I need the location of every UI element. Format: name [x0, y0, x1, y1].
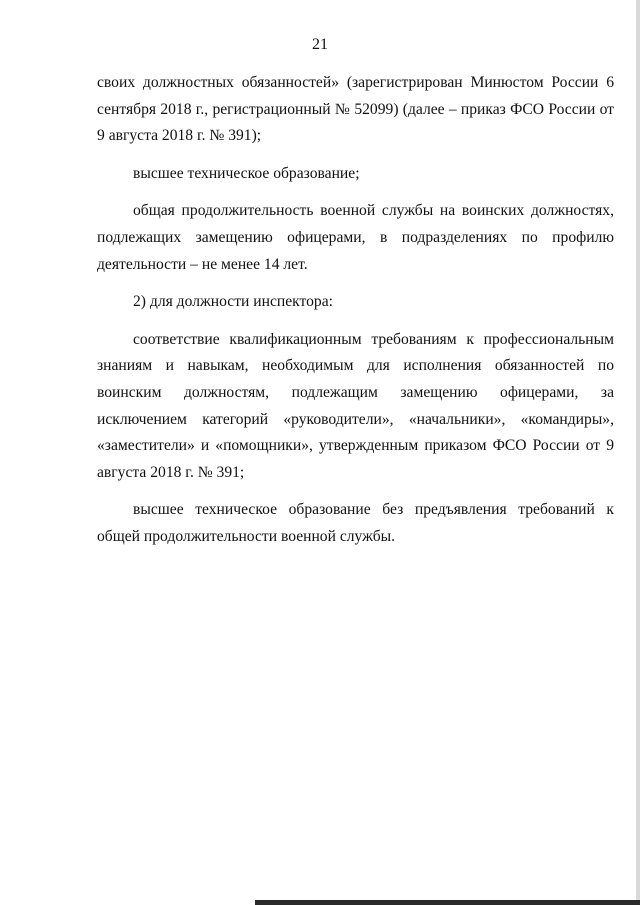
paragraph-continuation: своих должностных обязанностей» (зарегистрирован Минюстом России 6 сентября 2018 г., регистрационный № 52099) (далее – приказ ФСО России от 9 августа 2018 г. № 391);	[97, 74, 614, 145]
document-body	[97, 70, 614, 562]
paragraph-education-requirement: высшее техническое образование;	[133, 164, 360, 182]
paragraph-qualification-requirements: соответствие квалификационным требованиям к профессиональным знаниям и навыкам, необходимым для исполнения обязанностей по воинским должностям, подлежащим замещению офицерами, за исключением категорий «руководители», «начальники», «командиры», «заместители» и «помощники», утвержденным приказом ФСО России от 9 августа 2018 г. № 391;	[97, 330, 614, 481]
paragraph-inspector-heading: 2) для должности инспектора:	[133, 293, 333, 311]
paragraph-service-duration: общая продолжительность военной службы на воинских должностях, подлежащих замещению офицерами, в подразделениях по профилю деятельности – не менее 14 лет.	[97, 202, 614, 273]
paragraph-education-no-duration: высшее техническое образование без предъявления требований к общей продолжительности военной службы.	[97, 501, 614, 545]
page-number: 21	[312, 36, 328, 53]
scan-edge-shadow	[636, 0, 640, 905]
scan-edge-bar	[255, 900, 640, 905]
